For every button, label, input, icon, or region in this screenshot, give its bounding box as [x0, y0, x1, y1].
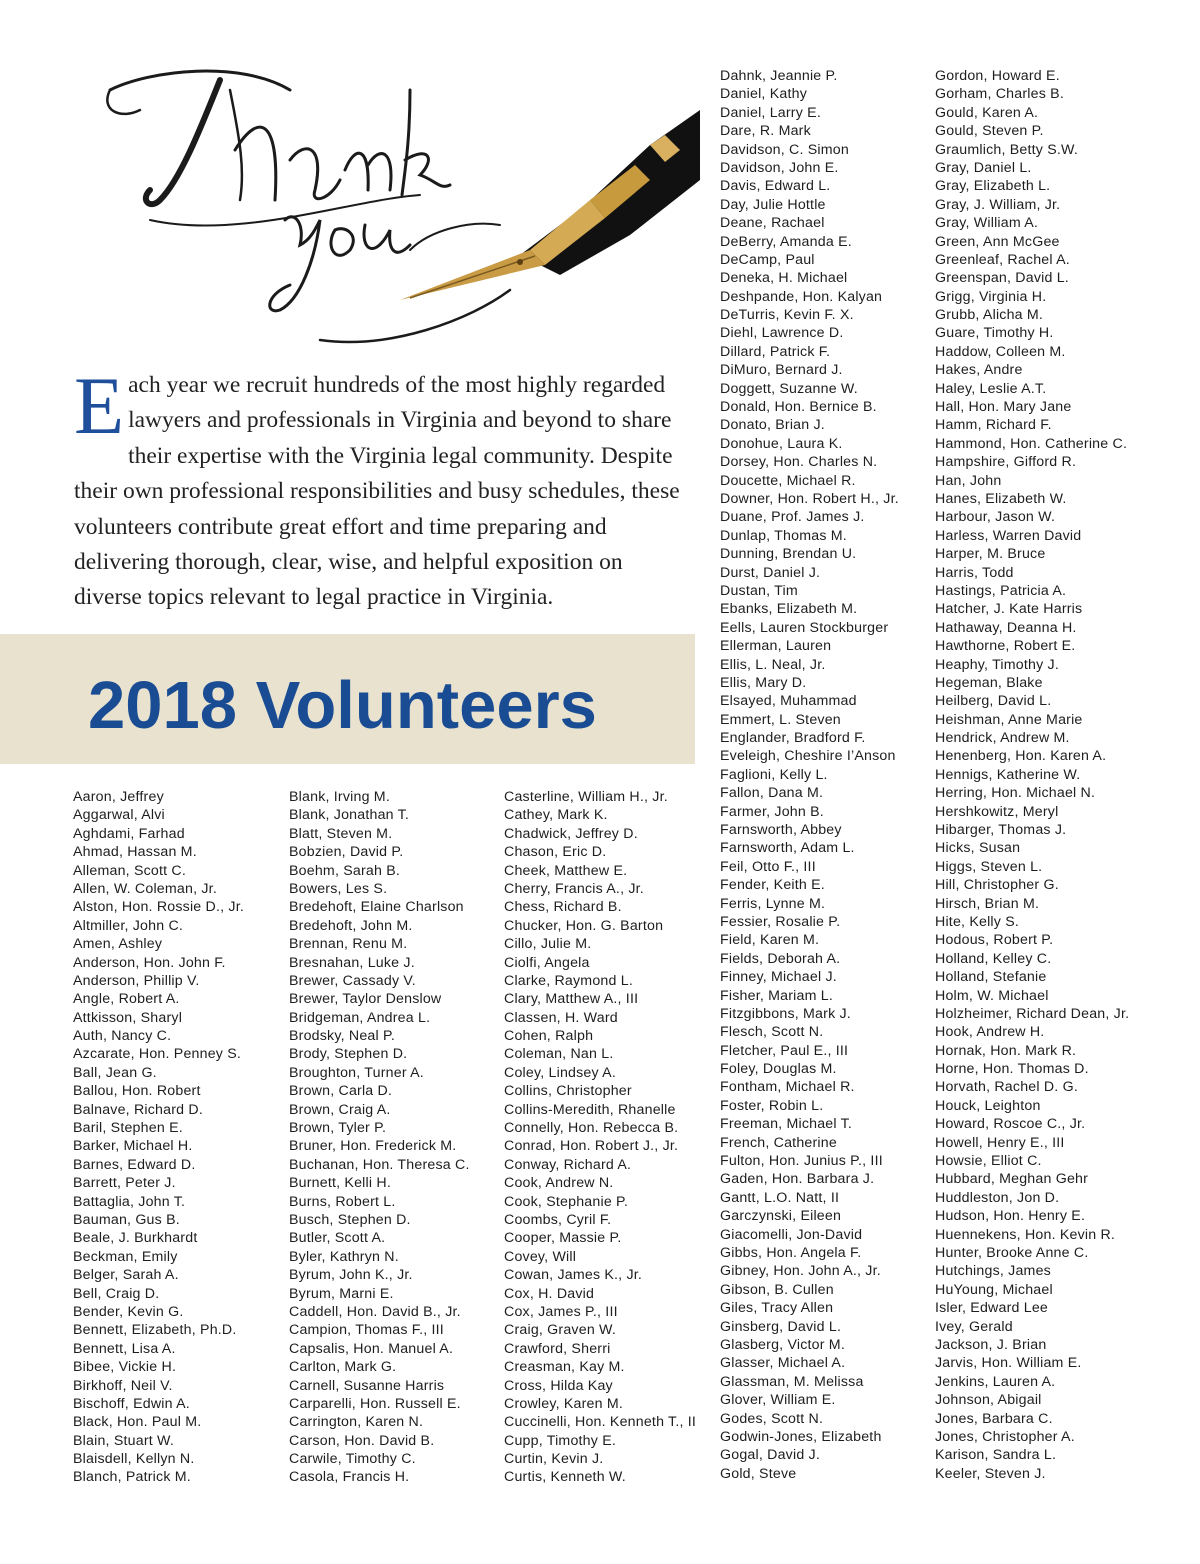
volunteer-name: Haddow, Colleen M. — [935, 343, 1066, 360]
volunteer-name: Gibbs, Hon. Angela F. — [720, 1245, 862, 1261]
volunteer-column-2 — [289, 788, 470, 1487]
volunteer-name: Cook, Stephanie P. — [504, 1193, 629, 1210]
volunteer-name: Birkhoff, Neil V. — [73, 1377, 173, 1394]
volunteer-name: French, Catherine — [720, 1134, 837, 1151]
volunteer-name: Battaglia, John T. — [73, 1193, 186, 1210]
volunteer-name: Brody, Stephen D. — [289, 1046, 408, 1063]
volunteer-name: DeTurris, Kevin F. X. — [720, 307, 854, 324]
thank-you-hero — [0, 0, 700, 360]
volunteer-name: Gogal, David J. — [720, 1447, 820, 1464]
volunteer-name: HuYoung, Michael — [935, 1281, 1053, 1298]
volunteer-name: Field, Karen M. — [720, 932, 820, 949]
volunteer-name: Cupp, Timothy E. — [504, 1432, 617, 1449]
volunteer-name: Fisher, Mariam L. — [720, 987, 833, 1004]
volunteer-name: Fulton, Hon. Junius P., III — [720, 1153, 883, 1170]
volunteer-name: Houck, Leighton — [935, 1097, 1041, 1114]
volunteer-name: Blatt, Steven M. — [289, 825, 393, 842]
volunteer-name: Balnave, Richard D. — [73, 1101, 203, 1118]
volunteer-name: Beckman, Emily — [73, 1248, 178, 1265]
volunteer-name: Hakes, Andre — [935, 362, 1023, 379]
volunteer-name: Ballou, Hon. Robert — [73, 1083, 201, 1100]
intro-text: ach year we recruit hundreds of the most highly regarded lawyers and professionals in Virginia and beyond to share their expertise with the Virginia legal community. Despite their own professional responsibilities and busy schedules, these volunteers contribute great effort and time preparing and delivering thorough, clear, wise, and helpful exposition on diverse topics relevant to legal practice in Virginia. — [74, 372, 680, 611]
volunteer-name: Hill, Christopher G. — [935, 877, 1059, 894]
volunteer-name: Donohue, Laura K. — [720, 435, 843, 452]
volunteer-name: Hibarger, Thomas J. — [935, 822, 1067, 839]
volunteer-name: Flesch, Scott N. — [720, 1024, 824, 1041]
volunteer-name: Dahnk, Jeannie P. — [720, 68, 838, 84]
volunteer-name: Gibney, Hon. John A., Jr. — [720, 1263, 881, 1280]
volunteer-name: Henenberg, Hon. Karen A. — [935, 748, 1107, 765]
volunteer-name: Carson, Hon. David B. — [289, 1432, 435, 1449]
volunteer-name: Byrum, John K., Jr. — [289, 1267, 413, 1284]
volunteer-name: Campion, Thomas F., III — [289, 1322, 444, 1339]
volunteer-name: Gorham, Charles B. — [935, 86, 1064, 103]
volunteer-name: Byler, Kathryn N. — [289, 1248, 399, 1265]
volunteer-name: Blaisdell, Kellyn N. — [73, 1451, 195, 1468]
volunteer-name: Gray, Daniel L. — [935, 159, 1032, 176]
volunteer-name: Graumlich, Betty S.W. — [935, 141, 1078, 158]
volunteer-name: Allen, W. Coleman, Jr. — [73, 880, 217, 897]
volunteer-name: Cook, Andrew N. — [504, 1175, 614, 1192]
volunteer-name: Cooper, Massie P. — [504, 1230, 622, 1247]
volunteer-name: Bell, Craig D. — [73, 1285, 160, 1302]
volunteer-name: Ellis, Mary D. — [720, 674, 807, 691]
volunteer-name: Holland, Kelley C. — [935, 950, 1052, 967]
volunteer-name: Fessier, Rosalie P. — [720, 913, 841, 930]
volunteer-name: Davidson, C. Simon — [720, 141, 849, 158]
volunteer-column-1 — [73, 788, 244, 1487]
volunteer-name: Hirsch, Brian M. — [935, 895, 1040, 912]
volunteer-name: Grigg, Virginia H. — [935, 288, 1047, 305]
volunteer-name: Dunlap, Thomas M. — [720, 527, 847, 544]
volunteer-name: Holm, W. Michael — [935, 987, 1049, 1004]
volunteer-name: Classen, H. Ward — [504, 1009, 618, 1026]
banner-title: 2018 Volunteers — [88, 668, 597, 743]
volunteer-name: Bresnahan, Luke J. — [289, 954, 415, 971]
volunteer-name: Guare, Timothy H. — [935, 325, 1054, 342]
volunteer-name: Blanch, Patrick M. — [73, 1469, 191, 1486]
volunteer-name: Greenleaf, Rachel A. — [935, 251, 1070, 268]
volunteer-name: Howell, Henry E., III — [935, 1134, 1065, 1151]
volunteer-name: Bobzien, David P. — [289, 844, 404, 861]
volunteer-name: Beale, J. Burkhardt — [73, 1230, 198, 1247]
volunteer-name: Hampshire, Gifford R. — [935, 454, 1077, 471]
volunteer-name: Harris, Todd — [935, 564, 1014, 581]
volunteer-name: Downer, Hon. Robert H., Jr. — [720, 490, 899, 507]
volunteer-name: Jones, Barbara C. — [935, 1410, 1053, 1427]
thank-you-logo — [90, 50, 700, 360]
volunteer-name: Carrington, Karen N. — [289, 1414, 424, 1431]
volunteer-name: Blank, Irving M. — [289, 789, 390, 805]
volunteer-name: Karison, Sandra L. — [935, 1447, 1057, 1464]
volunteer-name: Craig, Graven W. — [504, 1322, 617, 1339]
volunteer-name: Green, Ann McGee — [935, 233, 1060, 250]
volunteer-name: DeBerry, Amanda E. — [720, 233, 852, 250]
volunteer-name: Emmert, L. Steven — [720, 711, 841, 728]
volunteer-name: Brewer, Taylor Denslow — [289, 991, 442, 1008]
volunteer-column-3 — [504, 788, 696, 1487]
volunteer-name: Chess, Richard B. — [504, 899, 622, 916]
volunteer-name: Chadwick, Jeffrey D. — [504, 825, 638, 842]
volunteer-name: Jarvis, Hon. William E. — [935, 1355, 1082, 1372]
volunteer-name: Doucette, Michael R. — [720, 472, 856, 489]
volunteer-name: Donald, Hon. Bernice B. — [720, 399, 877, 416]
volunteer-name: Ginsberg, David L. — [720, 1318, 842, 1335]
volunteer-name: Jackson, J. Brian — [935, 1336, 1047, 1353]
volunteer-name: Gold, Steve — [720, 1465, 797, 1482]
volunteer-name: Foley, Douglas M. — [720, 1061, 837, 1078]
volunteer-name: Carlton, Mark G. — [289, 1359, 397, 1376]
volunteer-name: Caddell, Hon. David B., Jr. — [289, 1303, 461, 1320]
volunteer-name: Grubb, Alicha M. — [935, 307, 1044, 324]
volunteer-name: Hendrick, Andrew M. — [935, 730, 1070, 747]
volunteer-name: Chucker, Hon. G. Barton — [504, 917, 664, 934]
volunteer-name: Hatcher, J. Kate Harris — [935, 601, 1083, 618]
volunteer-name: Crowley, Karen M. — [504, 1395, 624, 1412]
volunteer-name: Deneka, H. Michael — [720, 270, 848, 287]
volunteer-name: Hicks, Susan — [935, 840, 1021, 857]
volunteer-name: Cross, Hilda Kay — [504, 1377, 613, 1394]
volunteer-name: Herring, Hon. Michael N. — [935, 785, 1096, 802]
volunteer-name: Fletcher, Paul E., III — [720, 1042, 849, 1059]
volunteer-name: Fallon, Dana M. — [720, 785, 824, 802]
volunteer-name: Anderson, Phillip V. — [73, 972, 200, 989]
volunteer-name: Glasberg, Victor M. — [720, 1336, 845, 1353]
volunteer-name: Collins-Meredith, Rhanelle — [504, 1101, 676, 1118]
volunteer-name: Hook, Andrew H. — [935, 1024, 1045, 1041]
volunteer-name: Feil, Otto F., III — [720, 858, 816, 875]
volunteer-name: Isler, Edward Lee — [935, 1300, 1049, 1317]
volunteer-name: Auth, Nancy C. — [73, 1028, 172, 1045]
volunteer-name: Hathaway, Deanna H. — [935, 619, 1077, 636]
volunteer-name: Bennett, Lisa A. — [73, 1340, 176, 1357]
volunteer-name: Bibee, Vickie H. — [73, 1359, 177, 1376]
volunteer-name: Hutchings, James — [935, 1263, 1051, 1280]
volunteer-name: Bruner, Hon. Frederick M. — [289, 1138, 457, 1155]
volunteer-column-4 — [720, 67, 899, 1483]
volunteer-name: Hershkowitz, Meryl — [935, 803, 1059, 820]
volunteer-name: Diehl, Lawrence D. — [720, 325, 844, 342]
volunteer-name: Godwin-Jones, Elizabeth — [720, 1428, 882, 1445]
volunteer-name: Chason, Eric D. — [504, 844, 607, 861]
volunteer-name: Donato, Brian J. — [720, 417, 825, 434]
volunteer-name: Glassman, M. Melissa — [720, 1373, 864, 1390]
volunteer-name: Daniel, Larry E. — [720, 104, 821, 121]
volunteer-name: Crawford, Sherri — [504, 1340, 611, 1357]
volunteer-name: Capsalis, Hon. Manuel A. — [289, 1340, 454, 1357]
volunteer-name: Hodous, Robert P. — [935, 932, 1054, 949]
volunteer-name: Hornak, Hon. Mark R. — [935, 1042, 1077, 1059]
volunteer-name: Casola, Francis H. — [289, 1469, 410, 1486]
volunteer-name: Butler, Scott A. — [289, 1230, 386, 1247]
volunteer-name: Hudson, Hon. Henry E. — [935, 1208, 1086, 1225]
volunteer-name: Curtin, Kevin J. — [504, 1451, 604, 1468]
volunteer-name: Ellis, L. Neal, Jr. — [720, 656, 826, 673]
volunteer-name: Glover, William E. — [720, 1392, 836, 1409]
volunteer-name: Dorsey, Hon. Charles N. — [720, 454, 878, 471]
volunteer-name: Attkisson, Sharyl — [73, 1009, 183, 1026]
volunteer-name: Cohen, Ralph — [504, 1028, 594, 1045]
volunteer-name: Hastings, Patricia A. — [935, 582, 1067, 599]
volunteer-name: Bredehoft, Elaine Charlson — [289, 899, 464, 916]
volunteer-name: Hall, Hon. Mary Jane — [935, 399, 1072, 416]
volunteer-name: Casterline, William H., Jr. — [504, 789, 668, 805]
volunteer-name: Ellerman, Lauren — [720, 638, 832, 655]
volunteer-name: Brown, Craig A. — [289, 1101, 391, 1118]
volunteer-name: Fender, Keith E. — [720, 877, 825, 894]
volunteer-name: Hanes, Elizabeth W. — [935, 490, 1067, 507]
volunteer-name: Coleman, Nan L. — [504, 1046, 614, 1063]
volunteer-name: Farnsworth, Abbey — [720, 822, 842, 839]
volunteer-name: Bischoff, Edwin A. — [73, 1395, 190, 1412]
volunteer-name: Barker, Michael H. — [73, 1138, 193, 1155]
volunteer-name: Brennan, Renu M. — [289, 936, 408, 953]
volunteer-name: Dunning, Brendan U. — [720, 546, 857, 563]
volunteer-name: Alston, Hon. Rossie D., Jr. — [73, 899, 244, 916]
volunteer-name: Finney, Michael J. — [720, 969, 837, 986]
volunteer-name: Barrett, Peter J. — [73, 1175, 176, 1192]
volunteer-name: Bennett, Elizabeth, Ph.D. — [73, 1322, 237, 1339]
volunteer-name: Brown, Tyler P. — [289, 1120, 387, 1137]
volunteer-name: Creasman, Kay M. — [504, 1359, 625, 1376]
volunteer-name: Ebanks, Elizabeth M. — [720, 601, 858, 618]
volunteer-name: Burnett, Kelli H. — [289, 1175, 391, 1192]
volunteer-name: Haley, Leslie A.T. — [935, 380, 1047, 397]
volunteer-name: Ciolfi, Angela — [504, 954, 590, 971]
volunteer-name: Cowan, James K., Jr. — [504, 1267, 643, 1284]
volunteer-name: Clarke, Raymond L. — [504, 972, 633, 989]
volunteer-name: Howsie, Elliot C. — [935, 1153, 1042, 1170]
volunteer-name: Angle, Robert A. — [73, 991, 180, 1008]
volunteer-name: Connelly, Hon. Rebecca B. — [504, 1120, 679, 1137]
volunteer-name: Cillo, Julie M. — [504, 936, 592, 953]
volunteer-name: Carwile, Timothy C. — [289, 1451, 416, 1468]
volunteer-name: Deshpande, Hon. Kalyan — [720, 288, 883, 305]
volunteer-name: Coley, Lindsey A. — [504, 1064, 616, 1081]
volunteer-name: Daniel, Kathy — [720, 86, 807, 103]
volunteer-name: Heaphy, Timothy J. — [935, 656, 1059, 673]
fountain-pen-icon — [400, 110, 700, 300]
volunteer-name: Dillard, Patrick F. — [720, 343, 831, 360]
volunteer-name: Brodsky, Neal P. — [289, 1028, 395, 1045]
volunteer-name: Eells, Lauren Stockburger — [720, 619, 889, 636]
volunteer-name: Amen, Ashley — [73, 936, 163, 953]
volunteer-name: Hubbard, Meghan Gehr — [935, 1171, 1089, 1188]
volunteer-name: Gaden, Hon. Barbara J. — [720, 1171, 875, 1188]
volunteer-name: Cuccinelli, Hon. Kenneth T., II — [504, 1414, 697, 1431]
volunteer-name: Hite, Kelly S. — [935, 913, 1020, 930]
volunteer-name: DeCamp, Paul — [720, 251, 815, 268]
volunteer-name: Burns, Robert L. — [289, 1193, 396, 1210]
volunteer-name: Giles, Tracy Allen — [720, 1300, 834, 1317]
volunteer-name: Ball, Jean G. — [73, 1064, 157, 1081]
volunteer-name: Hammond, Hon. Catherine C. — [935, 435, 1128, 452]
volunteer-name: Boehm, Sarah B. — [289, 862, 401, 879]
volunteer-name: Hamm, Richard F. — [935, 417, 1052, 434]
volunteer-name: Hawthorne, Robert E. — [935, 638, 1076, 655]
volunteer-name: Cheek, Matthew E. — [504, 862, 628, 879]
volunteer-name: Blain, Stuart W. — [73, 1432, 174, 1449]
volunteer-name: Glasser, Michael A. — [720, 1355, 846, 1372]
volunteer-name: Gantt, L.O. Natt, II — [720, 1189, 840, 1206]
volunteer-name: Conway, Richard A. — [504, 1156, 632, 1173]
volunteer-name: Jones, Christopher A. — [935, 1428, 1075, 1445]
volunteer-name: Bridgeman, Andrea L. — [289, 1009, 431, 1026]
volunteer-name: Heilberg, David L. — [935, 693, 1052, 710]
volunteer-name: Blank, Jonathan T. — [289, 807, 410, 824]
volunteer-name: Harbour, Jason W. — [935, 509, 1056, 526]
volunteer-name: Conrad, Hon. Robert J., Jr. — [504, 1138, 679, 1155]
volunteer-name: Cathey, Mark K. — [504, 807, 608, 824]
volunteer-name: Curtis, Kenneth W. — [504, 1469, 626, 1486]
volunteer-name: Byrum, Marni E. — [289, 1285, 394, 1302]
volunteer-name: Brewer, Cassady V. — [289, 972, 416, 989]
volunteer-name: Aghdami, Farhad — [73, 825, 185, 842]
volunteer-name: Bender, Kevin G. — [73, 1303, 184, 1320]
volunteer-name: Hennigs, Katherine W. — [935, 766, 1081, 783]
volunteer-name: Baril, Stephen E. — [73, 1120, 183, 1137]
volunteer-name: Brown, Carla D. — [289, 1083, 393, 1100]
volunteer-name: Giacomelli, Jon-David — [720, 1226, 863, 1243]
volunteer-name: Gould, Karen A. — [935, 104, 1039, 121]
volunteer-name: Huennekens, Hon. Kevin R. — [935, 1226, 1116, 1243]
volunteer-name: Ahmad, Hassan M. — [73, 844, 197, 861]
volunteer-name: Dare, R. Mark — [720, 123, 811, 140]
volunteer-name: Huddleston, Jon D. — [935, 1189, 1060, 1206]
volunteer-name: Alleman, Scott C. — [73, 862, 186, 879]
volunteer-name: Duane, Prof. James J. — [720, 509, 865, 526]
volunteer-name: Davidson, John E. — [720, 159, 839, 176]
volunteer-name: Black, Hon. Paul M. — [73, 1414, 202, 1431]
volunteer-name: Eveleigh, Cheshire I’Anson — [720, 748, 896, 765]
volunteer-name: Gibson, B. Cullen — [720, 1281, 834, 1298]
intro-paragraph — [74, 360, 694, 616]
volunteer-name: Barnes, Edward D. — [73, 1156, 196, 1173]
volunteer-name: Englander, Bradford F. — [720, 730, 866, 747]
volunteer-name: Collins, Christopher — [504, 1083, 632, 1100]
volunteer-name: Hegeman, Blake — [935, 674, 1043, 691]
volunteer-name: Farmer, John B. — [720, 803, 824, 820]
volunteer-name: Buchanan, Hon. Theresa C. — [289, 1156, 470, 1173]
volunteer-name: Hunter, Brooke Anne C. — [935, 1245, 1089, 1261]
volunteer-name: Covey, Will — [504, 1248, 577, 1265]
volunteer-name: Han, John — [935, 472, 1002, 489]
volunteer-name: Higgs, Steven L. — [935, 858, 1043, 875]
volunteer-name: Ferris, Lynne M. — [720, 895, 826, 912]
drop-cap: E — [74, 360, 125, 451]
volunteer-name: Gould, Steven P. — [935, 123, 1044, 140]
volunteer-name: Elsayed, Muhammad — [720, 693, 857, 710]
volunteer-name: Carparelli, Hon. Russell E. — [289, 1395, 461, 1412]
volunteer-name: Bowers, Les S. — [289, 880, 388, 897]
volunteer-name: Fitzgibbons, Mark J. — [720, 1005, 851, 1022]
volunteer-name: Garczynski, Eileen — [720, 1208, 842, 1225]
volunteer-name: Keeler, Steven J. — [935, 1465, 1046, 1482]
volunteer-name: Johnson, Abigail — [935, 1392, 1042, 1409]
volunteer-name: Bauman, Gus B. — [73, 1211, 180, 1228]
volunteer-name: Gray, Elizabeth L. — [935, 178, 1051, 195]
volunteer-name: Broughton, Turner A. — [289, 1064, 424, 1081]
volunteer-name: Cox, H. David — [504, 1285, 595, 1302]
volunteer-name: DiMuro, Bernard J. — [720, 362, 843, 379]
volunteer-name: Davis, Edward L. — [720, 178, 831, 195]
volunteer-name: Dustan, Tim — [720, 582, 798, 599]
volunteer-name: Heishman, Anne Marie — [935, 711, 1083, 728]
volunteer-name: Gordon, Howard E. — [935, 68, 1060, 84]
volunteer-name: Doggett, Suzanne W. — [720, 380, 858, 397]
volunteer-name: Greenspan, David L. — [935, 270, 1069, 287]
volunteer-name: Clary, Matthew A., III — [504, 991, 639, 1008]
volunteer-name: Belger, Sarah A. — [73, 1267, 179, 1284]
volunteer-name: Gray, William A. — [935, 215, 1039, 232]
volunteer-name: Jenkins, Lauren A. — [935, 1373, 1056, 1390]
volunteer-name: Holzheimer, Richard Dean, Jr. — [935, 1005, 1130, 1022]
volunteer-column-5 — [935, 67, 1129, 1483]
volunteer-name: Ivey, Gerald — [935, 1318, 1013, 1335]
volunteer-name: Aggarwal, Alvi — [73, 807, 165, 824]
volunteer-name: Harper, M. Bruce — [935, 546, 1046, 563]
volunteer-name: Faglioni, Kelly L. — [720, 766, 828, 783]
volunteer-name: Bredehoft, John M. — [289, 917, 413, 934]
volunteer-name: Altmiller, John C. — [73, 917, 184, 934]
volunteer-name: Holland, Stefanie — [935, 969, 1047, 986]
volunteer-name: Day, Julie Hottle — [720, 196, 826, 213]
volunteer-name: Coombs, Cyril F. — [504, 1211, 612, 1228]
volunteer-name: Foster, Robin L. — [720, 1097, 824, 1114]
volunteer-name: Horne, Hon. Thomas D. — [935, 1061, 1089, 1078]
volunteer-name: Horvath, Rachel D. G. — [935, 1079, 1078, 1096]
volunteer-name: Azcarate, Hon. Penney S. — [73, 1046, 242, 1063]
volunteer-name: Durst, Daniel J. — [720, 564, 821, 581]
volunteer-name: Howard, Roscoe C., Jr. — [935, 1116, 1086, 1133]
volunteer-name: Freeman, Michael T. — [720, 1116, 853, 1133]
volunteer-name: Cherry, Francis A., Jr. — [504, 880, 644, 897]
volunteer-name: Gray, J. William, Jr. — [935, 196, 1061, 213]
volunteer-name: Aaron, Jeffrey — [73, 789, 164, 805]
volunteer-name: Deane, Rachael — [720, 215, 825, 232]
volunteer-name: Cox, James P., III — [504, 1303, 618, 1320]
volunteer-name: Godes, Scott N. — [720, 1410, 824, 1427]
volunteer-name: Fontham, Michael R. — [720, 1079, 855, 1096]
volunteer-name: Fields, Deborah A. — [720, 950, 841, 967]
volunteer-name: Anderson, Hon. John F. — [73, 954, 226, 971]
volunteer-name: Harless, Warren David — [935, 527, 1082, 544]
volunteer-name: Busch, Stephen D. — [289, 1211, 411, 1228]
volunteer-name: Farnsworth, Adam L. — [720, 840, 855, 857]
volunteer-name: Carnell, Susanne Harris — [289, 1377, 445, 1394]
